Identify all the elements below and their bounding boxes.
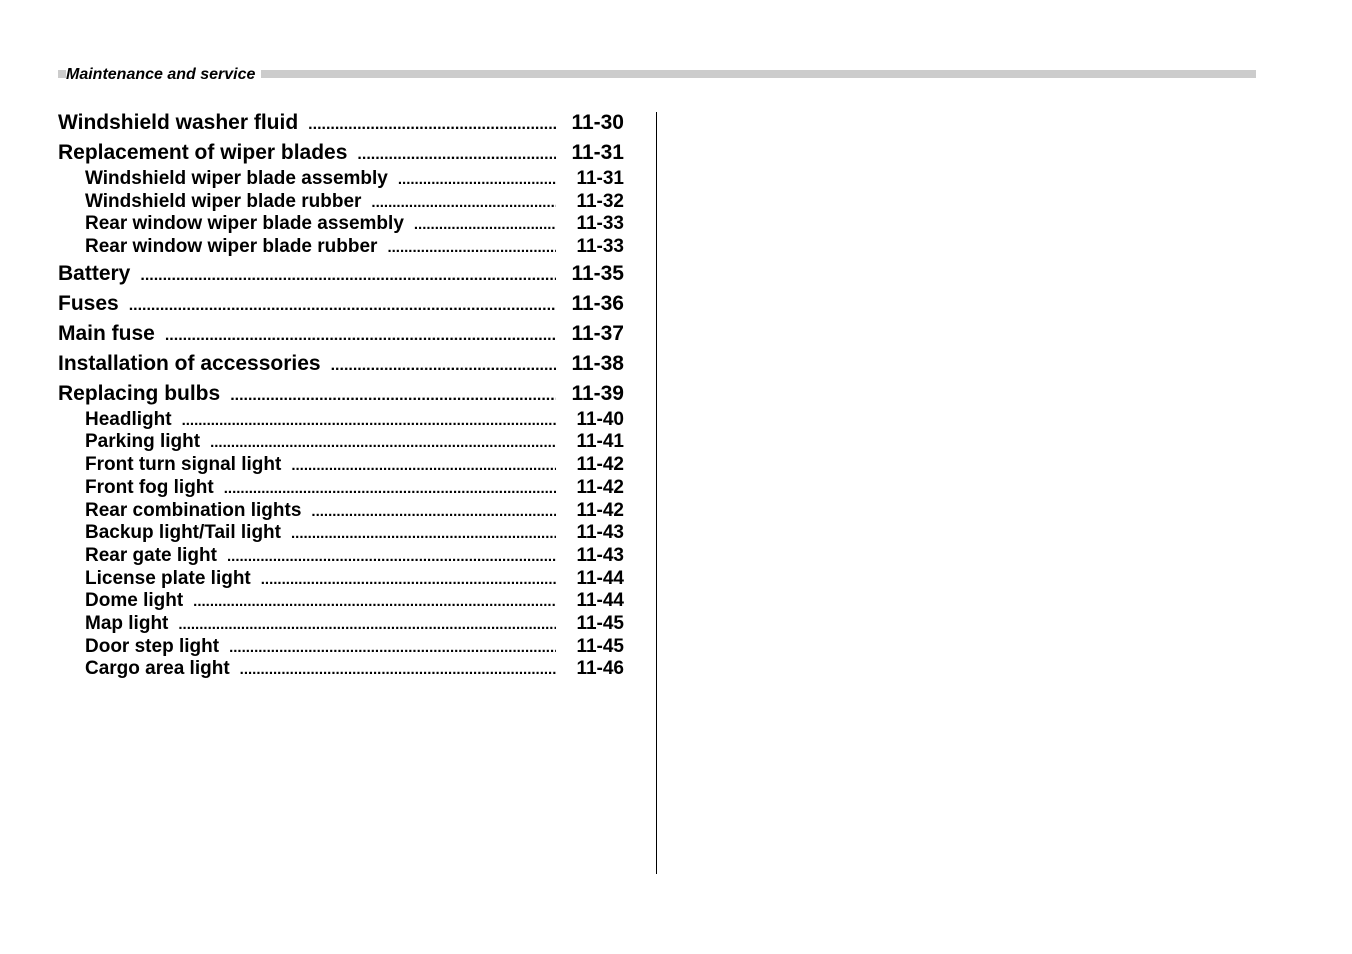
toc-entry-page: 11-35 [571, 261, 624, 285]
toc-entry[interactable] [58, 138, 624, 168]
toc-entry-page: 11-43 [576, 544, 624, 566]
toc-entry-page: 11-33 [576, 236, 624, 258]
toc-entry-page: 11-31 [576, 168, 624, 189]
dot-leader [414, 214, 556, 237]
toc-entry-page: 11-32 [576, 190, 624, 212]
dot-leader [230, 381, 556, 411]
dot-leader [357, 140, 556, 170]
toc-entry-title: License plate light [85, 567, 251, 589]
toc-entry-title: Battery [58, 261, 131, 285]
toc-subentry[interactable] [58, 431, 624, 454]
toc-subentry[interactable] [58, 236, 624, 259]
dot-leader [261, 569, 556, 592]
toc-entry-page: 11-40 [576, 408, 624, 430]
toc-entry-page: 11-39 [571, 381, 624, 405]
toc-subentry[interactable] [58, 168, 624, 191]
toc-entry-page: 11-36 [571, 291, 624, 315]
toc-subentry[interactable] [58, 545, 624, 568]
toc-entry-title: Rear combination lights [85, 499, 302, 521]
toc-subentry[interactable] [58, 590, 624, 613]
dot-leader [193, 591, 556, 614]
toc-entry-title: Door step light [85, 635, 220, 657]
toc-entry-page: 11-45 [576, 612, 624, 634]
dot-leader [182, 410, 556, 433]
toc-entry-page: 11-38 [571, 351, 624, 375]
toc-subentry[interactable] [58, 636, 624, 659]
dot-leader [308, 110, 556, 140]
toc-entry-page: 11-31 [571, 141, 624, 164]
table-of-contents [58, 108, 624, 681]
toc-subentry[interactable] [58, 522, 624, 545]
toc-entry-page: 11-43 [576, 522, 624, 544]
toc-entry-page: 11-41 [576, 431, 624, 453]
toc-entry-title: Windshield wiper blade assembly [85, 168, 388, 189]
toc-entry-page: 11-42 [576, 476, 624, 498]
section-title: Maintenance and service [66, 66, 261, 84]
dot-leader [291, 455, 556, 478]
dot-leader [227, 546, 556, 569]
toc-subentry[interactable] [58, 477, 624, 500]
toc-entry-title: Windshield washer fluid [58, 111, 299, 134]
dot-leader [398, 169, 556, 192]
toc-entry-page: 11-44 [576, 567, 624, 589]
toc-entry-title: Rear window wiper blade rubber [85, 236, 378, 258]
toc-entry-title: Fuses [58, 291, 119, 315]
toc-entry[interactable] [58, 379, 624, 409]
toc-subentry[interactable] [58, 500, 624, 523]
dot-leader [387, 237, 556, 260]
toc-entry[interactable] [58, 289, 624, 319]
toc-entry-title: Main fuse [58, 321, 155, 345]
dot-leader [165, 321, 556, 351]
toc-entry-title: Headlight [85, 408, 172, 430]
toc-entry-title: Rear gate light [85, 544, 217, 566]
toc-entry-title: Front turn signal light [85, 454, 282, 476]
toc-subentry[interactable] [58, 568, 624, 591]
toc-entry[interactable] [58, 108, 624, 138]
toc-entry-title: Windshield wiper blade rubber [85, 190, 362, 212]
toc-subentry[interactable] [58, 613, 624, 636]
toc-entry-title: Backup light/Tail light [85, 522, 281, 544]
toc-entry-page: 11-44 [576, 590, 624, 612]
toc-entry-page: 11-33 [576, 213, 624, 235]
column-divider [656, 112, 657, 874]
toc-entry-title: Parking light [85, 431, 201, 453]
dot-leader [129, 291, 556, 321]
toc-entry-title: Installation of accessories [58, 351, 321, 375]
toc-subentry[interactable] [58, 409, 624, 432]
toc-entry-page: 11-30 [571, 111, 624, 134]
toc-entry[interactable] [58, 349, 624, 379]
dot-leader [331, 351, 556, 381]
toc-entry[interactable] [58, 259, 624, 289]
toc-subentry[interactable] [58, 191, 624, 214]
dot-leader [224, 478, 556, 501]
toc-entry-title: Replacement of wiper blades [58, 141, 348, 164]
dot-leader [291, 523, 556, 546]
toc-entry-title: Replacing bulbs [58, 381, 221, 405]
dot-leader [371, 192, 556, 215]
toc-entry-title: Rear window wiper blade assembly [85, 213, 404, 235]
dot-leader [229, 637, 556, 660]
toc-entry-title: Front fog light [85, 476, 214, 498]
toc-entry-title: Map light [85, 612, 169, 634]
dot-leader [178, 614, 556, 637]
dot-leader [240, 659, 556, 682]
toc-subentry[interactable] [58, 658, 624, 681]
toc-entry-page: 11-37 [571, 321, 624, 345]
toc-entry-page: 11-42 [576, 454, 624, 476]
toc-subentry[interactable] [58, 213, 624, 236]
toc-entry-title: Dome light [85, 590, 184, 612]
dot-leader [311, 501, 556, 524]
toc-entry-page: 11-46 [576, 658, 624, 680]
toc-entry-title: Cargo area light [85, 658, 230, 680]
toc-entry-page: 11-42 [576, 499, 624, 521]
toc-entry[interactable] [58, 319, 624, 349]
dot-leader [140, 261, 556, 291]
toc-entry-page: 11-45 [576, 635, 624, 657]
dot-leader [210, 432, 556, 455]
toc-subentry[interactable] [58, 454, 624, 477]
